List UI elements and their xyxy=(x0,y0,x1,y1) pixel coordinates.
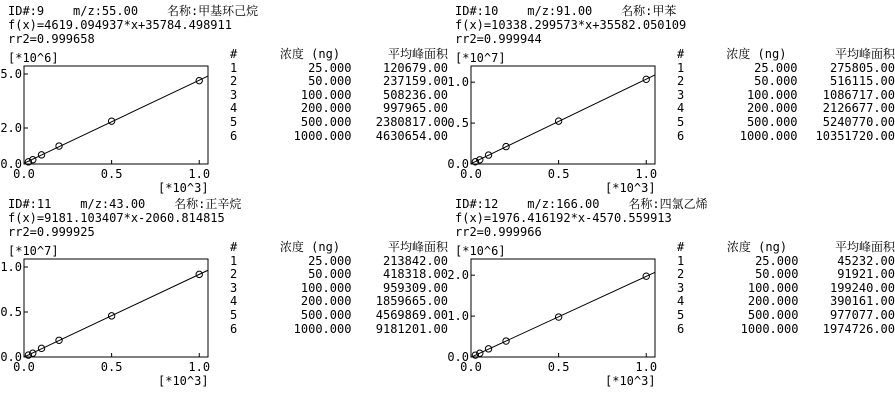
table-row xyxy=(677,130,895,144)
row-peak-area: 4630654.00 xyxy=(375,128,448,143)
row-concentration: 1000.000 xyxy=(293,321,352,336)
x-tick-label: 0.0 xyxy=(13,167,35,181)
row-peak-area: 2126677.00 xyxy=(822,101,895,116)
r-squared: rr2=0.999925 xyxy=(8,225,95,239)
row-number: 1 xyxy=(230,60,238,75)
row-number: 3 xyxy=(230,280,238,295)
y-tick-label: 0.5 xyxy=(0,305,22,319)
y-multiplier-label: [*10^6] xyxy=(8,51,59,65)
fit-formula: f(x)=1976.416192*x-4570.559913 xyxy=(455,211,672,225)
y-tick-label: 0.0 xyxy=(447,157,469,171)
y-tick-label: 2.0 xyxy=(447,268,469,283)
x-tick-label: 1.0 xyxy=(635,167,658,181)
row-peak-area: 213842.00 xyxy=(382,253,448,268)
row-concentration: 1000.000 xyxy=(293,128,352,143)
row-number: 2 xyxy=(230,74,238,89)
y-tick-label: 1.0 xyxy=(0,260,22,274)
row-concentration: 500.000 xyxy=(300,114,352,129)
r-squared: rr2=0.999944 xyxy=(455,32,542,46)
x-tick-label: 0.5 xyxy=(547,167,570,181)
row-peak-area: 10351720.00 xyxy=(815,128,895,143)
row-peak-area: 390161.00 xyxy=(829,294,895,309)
table-row xyxy=(230,130,448,144)
row-concentration: 1000.000 xyxy=(740,321,799,336)
fit-line xyxy=(24,76,208,163)
fit-line xyxy=(471,75,655,164)
row-number: 5 xyxy=(677,307,685,322)
table-row xyxy=(230,75,448,89)
table-row xyxy=(677,102,895,116)
x-multiplier-label: [*10^3] xyxy=(158,374,209,388)
row-number: 4 xyxy=(677,294,685,309)
table-row xyxy=(230,255,448,269)
r-squared: rr2=0.999966 xyxy=(455,225,542,239)
row-peak-area: 1859665.00 xyxy=(375,294,448,309)
y-tick-label: 1.0 xyxy=(447,75,469,90)
y-multiplier-label: [*10^7] xyxy=(8,244,59,258)
compound-id-line: ID#:11 m/z:43.00 名称:正辛烷 xyxy=(8,197,242,211)
row-peak-area: 45232.00 xyxy=(837,253,895,268)
calibration-panel xyxy=(0,4,448,204)
x-tick-label: 1.0 xyxy=(188,360,211,374)
calibration-table xyxy=(677,241,895,336)
compound-header xyxy=(455,4,686,46)
table-header-row xyxy=(677,241,895,255)
x-tick-label: 0.0 xyxy=(13,360,35,374)
calibration-plot xyxy=(447,48,675,204)
table-row xyxy=(677,255,895,269)
y-tick-label: 0.0 xyxy=(0,350,22,364)
row-concentration: 50.000 xyxy=(308,267,352,282)
col-header-area: 平均峰面积 xyxy=(834,240,895,254)
row-concentration: 500.000 xyxy=(300,307,352,322)
table-row xyxy=(230,89,448,103)
row-number: 6 xyxy=(230,321,238,336)
row-concentration: 500.000 xyxy=(747,307,799,322)
compound-id-line: ID#:10 m/z:91.00 名称:甲苯 xyxy=(455,4,677,18)
row-peak-area: 516115.00 xyxy=(829,74,895,89)
x-tick-label: 0.5 xyxy=(100,167,123,181)
col-header-conc: 浓度 (ng) xyxy=(726,240,788,254)
row-concentration: 25.000 xyxy=(755,253,799,268)
col-header-area: 平均峰面积 xyxy=(387,47,448,61)
row-peak-area: 997965.00 xyxy=(382,101,448,116)
row-peak-area: 1086717.00 xyxy=(822,87,895,102)
row-number: 6 xyxy=(230,128,238,143)
table-row xyxy=(677,89,895,103)
col-header-num: # xyxy=(677,47,685,61)
row-concentration: 100.000 xyxy=(300,280,352,295)
row-number: 5 xyxy=(230,307,238,322)
row-concentration: 100.000 xyxy=(300,87,352,102)
row-peak-area: 1974726.00 xyxy=(822,321,895,336)
table-row xyxy=(230,268,448,282)
row-concentration: 25.000 xyxy=(308,253,352,268)
row-peak-area: 418318.00 xyxy=(382,267,448,282)
table-row xyxy=(230,282,448,296)
row-concentration: 200.000 xyxy=(746,101,798,116)
row-concentration: 200.000 xyxy=(300,101,352,116)
row-concentration: 500.000 xyxy=(746,114,798,129)
row-number: 6 xyxy=(677,321,685,336)
y-tick-label: 5.0 xyxy=(0,67,22,81)
row-number: 3 xyxy=(230,87,238,102)
row-peak-area: 508236.00 xyxy=(382,87,448,102)
table-row xyxy=(230,62,448,76)
x-tick-label: 1.0 xyxy=(188,167,211,181)
row-peak-area: 9181201.00 xyxy=(375,321,448,336)
row-concentration: 100.000 xyxy=(746,87,798,102)
row-number: 4 xyxy=(230,101,238,116)
calibration-panel xyxy=(447,197,895,397)
row-concentration: 200.000 xyxy=(300,294,352,309)
calibration-table xyxy=(230,48,448,143)
r-squared: rr2=0.999658 xyxy=(8,32,95,46)
y-tick-label: 2.0 xyxy=(0,121,22,135)
row-concentration: 1000.000 xyxy=(739,128,798,143)
x-tick-label: 0.0 xyxy=(460,167,482,181)
row-peak-area: 120679.00 xyxy=(382,60,448,75)
calibration-panel xyxy=(0,197,448,397)
col-header-conc: 浓度 (ng) xyxy=(279,47,341,61)
row-number: 5 xyxy=(677,114,685,129)
compound-header xyxy=(8,197,241,239)
row-concentration: 50.000 xyxy=(755,267,799,282)
fit-line xyxy=(24,270,208,357)
x-tick-label: 0.0 xyxy=(460,360,482,374)
table-row xyxy=(230,309,448,323)
table-row xyxy=(677,116,895,130)
table-header-row xyxy=(230,48,448,62)
y-tick-label: 1.0 xyxy=(447,309,469,324)
col-header-num: # xyxy=(230,47,238,61)
table-row xyxy=(677,309,895,323)
compound-id-line: ID#:12 m/z:166.00 名称:四氯乙烯 xyxy=(455,197,708,211)
col-header-conc: 浓度 (ng) xyxy=(726,47,787,61)
table-row xyxy=(230,102,448,116)
row-number: 4 xyxy=(677,101,685,116)
table-row xyxy=(677,268,895,282)
col-header-num: # xyxy=(677,240,685,254)
row-number: 2 xyxy=(677,74,685,89)
row-number: 2 xyxy=(230,267,238,282)
y-tick-label: 0.0 xyxy=(0,157,22,171)
row-peak-area: 237159.00 xyxy=(382,74,448,89)
calibration-panel xyxy=(447,4,895,204)
calibration-plot xyxy=(447,241,675,397)
row-number: 4 xyxy=(230,294,238,309)
row-peak-area: 275805.00 xyxy=(829,60,895,75)
col-header-area: 平均峰面积 xyxy=(387,240,448,254)
x-tick-label: 0.5 xyxy=(100,360,123,374)
table-row xyxy=(677,323,895,337)
row-concentration: 200.000 xyxy=(747,294,799,309)
col-header-conc: 浓度 (ng) xyxy=(279,240,341,254)
row-peak-area: 5240770.00 xyxy=(822,114,895,129)
table-header-row xyxy=(677,48,895,62)
table-row xyxy=(677,282,895,296)
table-row xyxy=(230,116,448,130)
calibration-table xyxy=(677,48,895,143)
row-concentration: 100.000 xyxy=(747,280,799,295)
row-number: 3 xyxy=(677,87,685,102)
row-number: 3 xyxy=(677,280,685,295)
row-number: 6 xyxy=(677,128,685,143)
row-peak-area: 2380817.00 xyxy=(375,114,448,129)
row-concentration: 50.000 xyxy=(308,74,352,89)
x-multiplier-label: [*10^3] xyxy=(605,374,656,388)
y-multiplier-label: [*10^6] xyxy=(455,244,506,258)
row-number: 1 xyxy=(677,60,685,75)
compound-id-line: ID#:9 m/z:55.00 名称:甲基环己烷 xyxy=(8,4,259,18)
y-multiplier-label: [*10^7] xyxy=(455,51,506,65)
y-tick-label: 0.5 xyxy=(447,116,469,131)
col-header-num: # xyxy=(230,240,238,254)
row-concentration: 25.000 xyxy=(308,60,352,75)
compound-header xyxy=(8,4,258,46)
plot-frame xyxy=(24,66,208,164)
row-number: 5 xyxy=(230,114,238,129)
plot-frame xyxy=(24,259,208,357)
table-row xyxy=(677,295,895,309)
table-row xyxy=(677,75,895,89)
calibration-plot xyxy=(0,48,228,204)
compound-header xyxy=(455,197,708,239)
row-peak-area: 4569869.00 xyxy=(375,307,448,322)
x-multiplier-label: [*10^3] xyxy=(605,181,656,195)
col-header-area: 平均峰面积 xyxy=(834,47,895,61)
row-peak-area: 977077.00 xyxy=(829,307,895,322)
fit-formula: f(x)=10338.299573*x+35582.050109 xyxy=(455,18,687,32)
fit-formula: f(x)=9181.103407*x-2060.814815 xyxy=(8,211,225,225)
row-concentration: 25.000 xyxy=(754,60,798,75)
table-row xyxy=(230,323,448,337)
y-tick-label: 0.0 xyxy=(447,350,469,364)
row-peak-area: 959309.00 xyxy=(382,280,448,295)
calibration-table xyxy=(230,241,448,336)
x-multiplier-label: [*10^3] xyxy=(158,181,209,195)
table-row xyxy=(230,295,448,309)
calibration-plot xyxy=(0,241,228,397)
row-peak-area: 199240.00 xyxy=(829,280,895,295)
x-tick-label: 1.0 xyxy=(635,360,658,374)
plot-frame xyxy=(471,66,655,164)
row-concentration: 50.000 xyxy=(754,74,798,89)
fit-formula: f(x)=4619.094937*x+35784.498911 xyxy=(8,18,232,32)
row-peak-area: 91921.00 xyxy=(837,267,895,282)
x-tick-label: 0.5 xyxy=(547,360,570,374)
plot-frame xyxy=(471,259,655,357)
row-number: 1 xyxy=(677,253,685,268)
row-number: 2 xyxy=(677,267,685,282)
table-header-row xyxy=(230,241,448,255)
row-number: 1 xyxy=(230,253,238,268)
fit-line xyxy=(471,272,655,357)
table-row xyxy=(677,62,895,76)
